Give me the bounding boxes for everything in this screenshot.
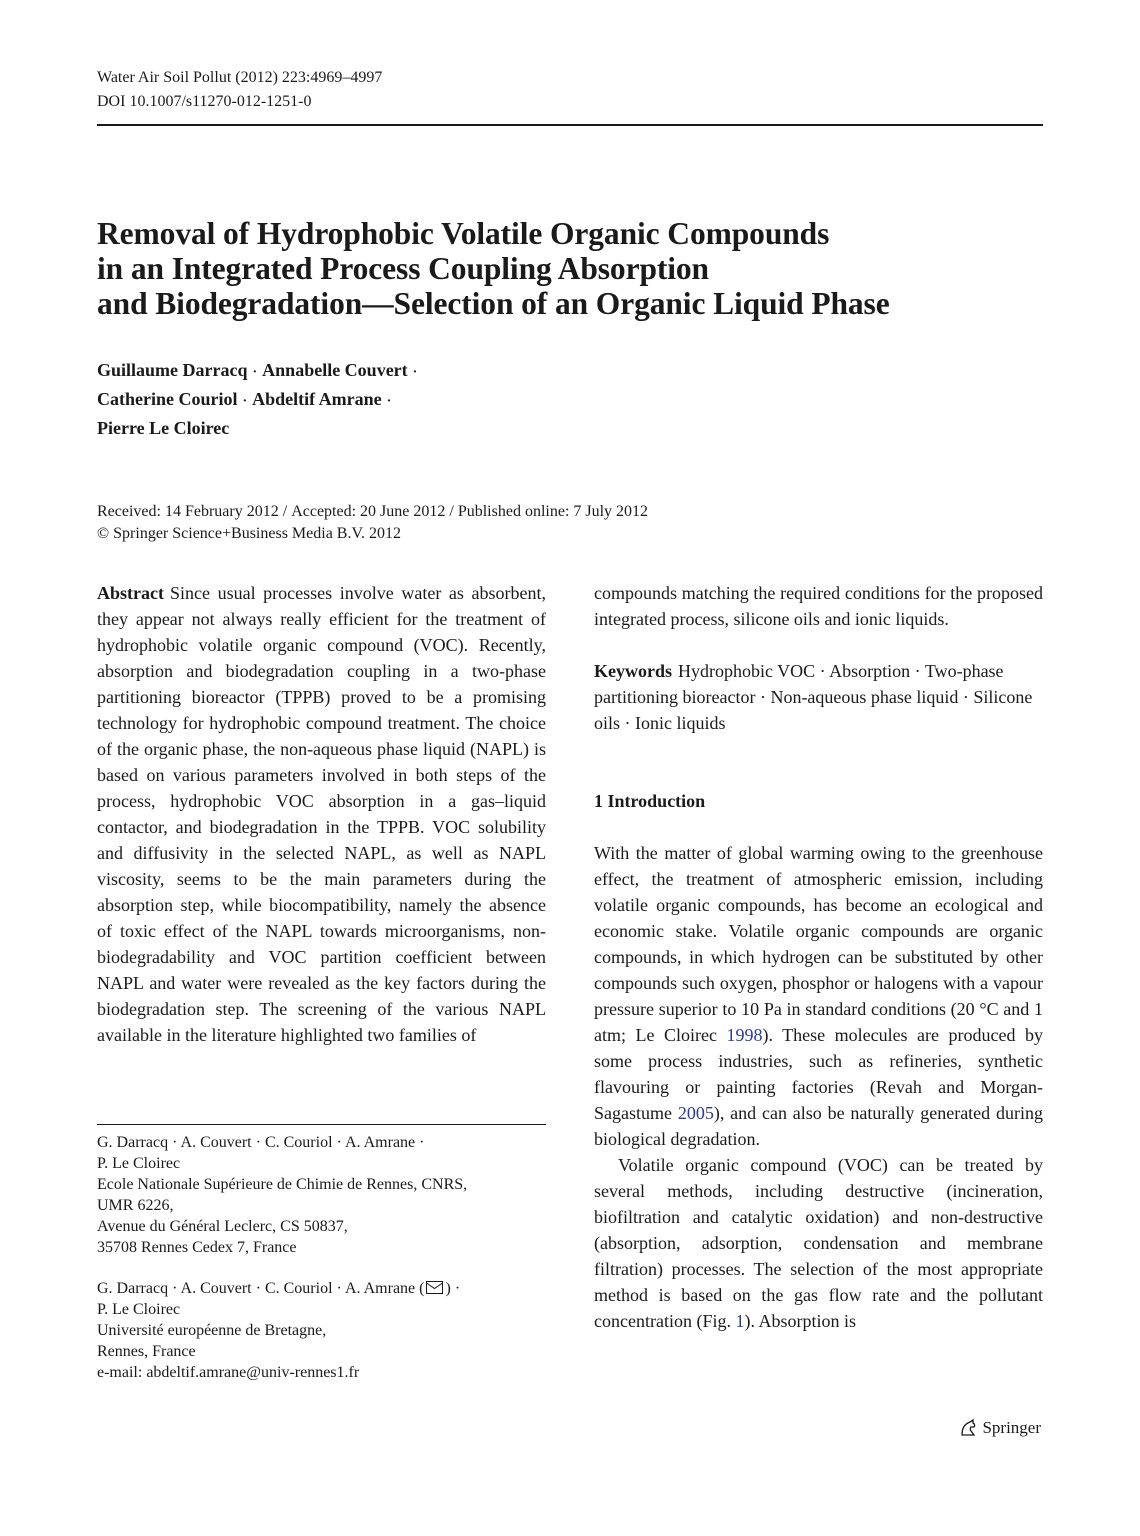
affiliation-line: 35708 Rennes Cedex 7, France (97, 1239, 297, 1256)
author-list (97, 357, 422, 441)
affiliation-line: Ecole Nationale Supérieure de Chimie de Rennes, CNRS, (97, 1176, 468, 1193)
affiliation-line: UMR 6226, (97, 1197, 174, 1214)
title-line: in an Integrated Process Coupling Absorption (97, 251, 709, 286)
title-line: Removal of Hydrophobic Volatile Organic Compounds (97, 216, 830, 251)
keywords-text: Hydrophobic VOC · Absorption · Two-phase partitioning bioreactor · Non-aqueous phase liquid · Silicone oils · Ionic liquids (594, 661, 1033, 733)
paper-title (97, 216, 890, 321)
author-separator: · (412, 365, 418, 380)
keywords-label: Keywords (594, 661, 672, 681)
affiliation-block (97, 1132, 546, 1258)
copyright: © Springer Science+Business Media B.V. 2012 (97, 525, 401, 542)
accepted-date: Accepted: 20 June 2012 (291, 503, 446, 520)
author-separator: · (252, 365, 258, 380)
intro-text: ). These molecules are produced by some process industries, such as refineries, synthetic flavouring or painting factories (Revah and Morgan-Sagastume (594, 1025, 1043, 1123)
envelope-icon (426, 1281, 443, 1294)
author-name: Catherine Couriol (97, 389, 238, 409)
title-line: and Biodegradation—Selection of an Organic Liquid Phase (97, 286, 890, 321)
intro-text: ), and can also be naturally generated during biological degradation. (594, 1103, 1043, 1149)
keywords (594, 658, 1043, 736)
author-separator: · (242, 394, 248, 409)
abstract (97, 580, 546, 1048)
affiliation-line: Rennes, France (97, 1343, 196, 1360)
figure-link[interactable]: 1 (735, 1311, 745, 1331)
received-date: Received: 14 February 2012 (97, 503, 279, 520)
publisher-name: Springer (982, 1418, 1041, 1437)
author-name: Abdeltif Amrane (252, 389, 382, 409)
author-line (97, 415, 422, 441)
intro-text: With the matter of global warming owing to the greenhouse effect, the treatment of atmospheric emission, including volatile organic compounds, has become an ecological and economic stake. Volatile organic compounds are organic compounds, in which hydrogen can be substituted by other compounds such oxygen, phosphor or halogens with a vapour pressure superior to 10 Pa in standard conditions (20 °C and 1 atm; Le Cloirec (594, 843, 1043, 1045)
intro-text: Volatile organic compound (VOC) can be treated by several methods, including destructive (incineration, biofiltration and catalytic oxidation) and non-destructive (absorption, adsorption, condensation and membrane filtration) processes. The selection of the most appropriate method is based on the gas flow rate and the pollutant concentration (Fig. (594, 1155, 1043, 1331)
right-column (594, 580, 1043, 1334)
citation-link[interactable]: 2005 (677, 1103, 714, 1123)
abstract-text: Since usual processes involve water as absorbent, they appear not always really efficient for the treatment of hydrophobic volatile organic compound (VOC). Recently, absorption and biodegradation coupling in a two-phase partitioning bioreactor (TPPB) proved to be a promising technology for hydrophobic compound treatment. The choice of the organic phase, the non-aqueous phase liquid (NAPL) is based on various parameters involved in both steps of the process, hydrophobic VOC absorption in a gas–liquid contactor, and biodegradation in the TPPB. VOC solubility and diffusivity in the selected NAPL, as well as NAPL viscosity, seems to be the main parameters during the absorption step, while biocompatibility, namely the absence of toxic effect of the NAPL towards microorganisms, non-biodegradability and VOC partition coefficient between NAPL and water were revealed as the key factors during the biodegradation step. The screening of the various NAPL available in the literature highlighted two families of (97, 583, 546, 1045)
footnote-rule (97, 1124, 546, 1125)
dates-line: Received: 14 February 2012 / Accepted: 20 June 2012 / Published online: 7 July 2012 (97, 503, 649, 520)
author-line (97, 357, 422, 386)
author-name: Pierre Le Cloirec (97, 418, 230, 438)
affiliation-text: G. Darracq · A. Couvert · C. Couriol · A. Amrane ( (97, 1280, 425, 1297)
left-column (97, 580, 546, 1048)
section-heading: 1 Introduction (594, 791, 706, 811)
author-name: Annabelle Couvert (262, 360, 408, 380)
affiliation-line: Université européenne de Bretagne, (97, 1322, 327, 1339)
abstract-label: Abstract (97, 583, 164, 603)
publication-dates (97, 501, 648, 545)
email-link[interactable]: e-mail: abdeltif.amrane@univ-rennes1.fr (97, 1364, 360, 1381)
affiliations (97, 1132, 546, 1403)
springer-horse-icon (958, 1418, 978, 1438)
affiliation-line: G. Darracq · A. Couvert · C. Couriol · A. Amrane · (97, 1134, 425, 1151)
intro-text: ). Absorption is (744, 1311, 856, 1331)
intro-paragraph (594, 840, 1043, 1152)
abstract-continuation: compounds matching the required conditions for the proposed integrated process, silicone oils and ionic liquids. (594, 583, 1043, 629)
author-line (97, 386, 422, 415)
doi: DOI 10.1007/s11270-012-1251-0 (97, 93, 312, 110)
affiliation-line: P. Le Cloirec (97, 1301, 181, 1318)
citation-link[interactable]: 1998 (726, 1025, 763, 1045)
journal-header (97, 66, 382, 114)
header-rule (97, 124, 1043, 126)
affiliation-line: Avenue du Général Leclerc, CS 50837, (97, 1218, 348, 1235)
author-separator: · (386, 394, 392, 409)
affiliation-block (97, 1278, 546, 1383)
intro-paragraph (594, 1152, 1043, 1334)
journal-citation: Water Air Soil Pollut (2012) 223:4969–4997 (97, 69, 383, 86)
affiliation-line (97, 1278, 546, 1299)
affiliation-text: ) · (445, 1280, 461, 1297)
affiliation-line: P. Le Cloirec (97, 1155, 181, 1172)
publisher-logo (958, 1418, 1041, 1438)
published-date: Published online: 7 July 2012 (457, 503, 649, 520)
paper-page (97, 0, 1043, 1536)
author-name: Guillaume Darracq (97, 360, 248, 380)
